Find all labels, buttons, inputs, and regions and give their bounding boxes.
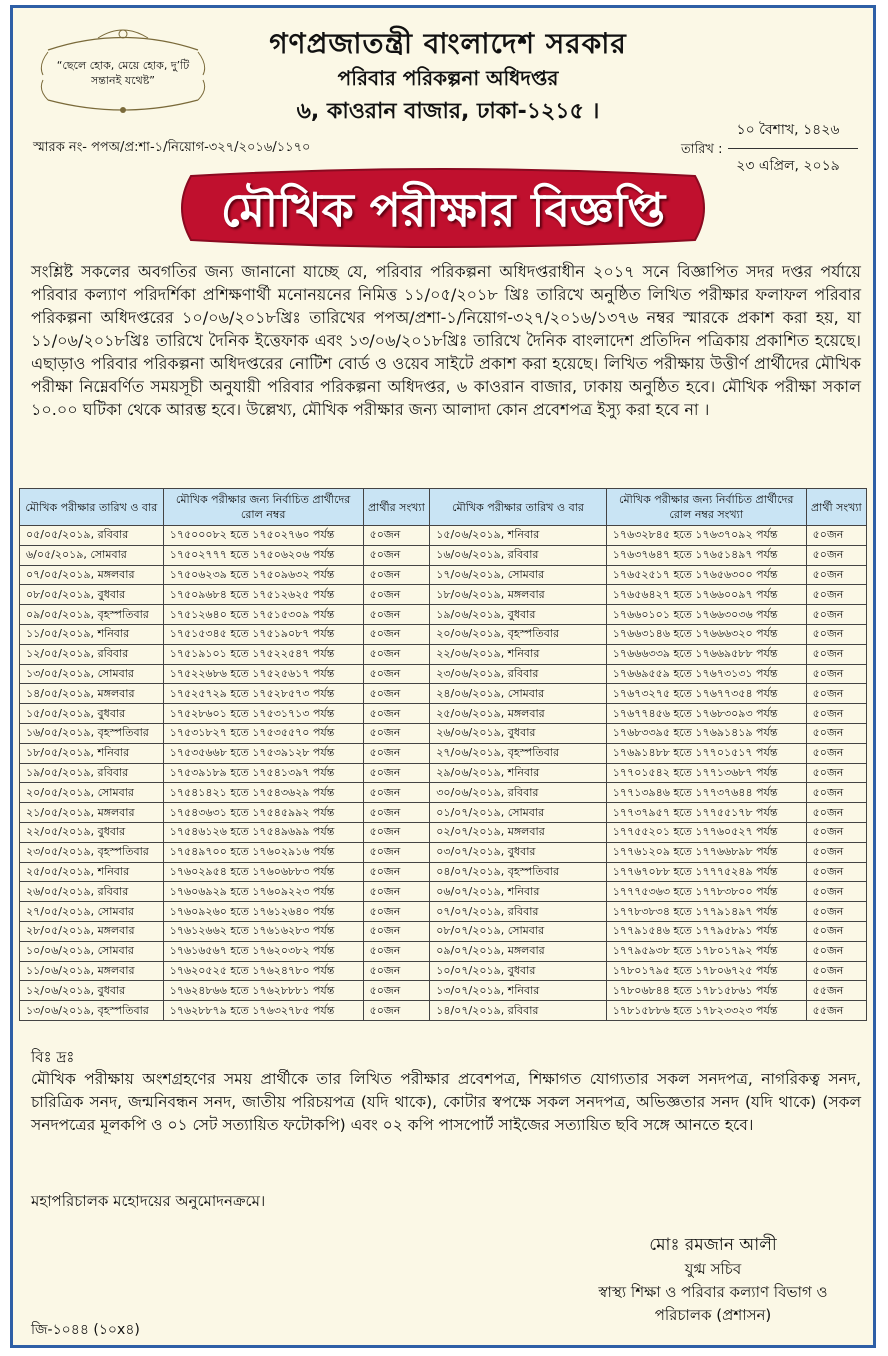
row-count-2: ৫০জন	[806, 961, 866, 981]
row-count-1: ৫০জন	[363, 961, 430, 981]
row-roll-2: ১৭৬৫২৫১৭ হতে ১৭৬৫৬৩০০ পর্যন্ত	[606, 565, 806, 585]
row-count-2: ৫০জন	[806, 526, 866, 546]
header-count-2: প্রার্থী সংখ্যা	[806, 489, 866, 526]
table-row	[20, 684, 867, 704]
row-roll-2: ১৭৭৯১৫৪৬ হতে ১৭৭৯৫৮৯১ পর্যন্ত	[606, 921, 806, 941]
schedule-table-body	[20, 526, 867, 1021]
table-row	[20, 862, 867, 882]
header-count-1: প্রার্থীর সংখ্যা	[363, 489, 430, 526]
date-bengali: ১০ বৈশাখ, ১৪২৬	[736, 122, 840, 138]
row-count-2: ৫০জন	[806, 664, 866, 684]
row-roll-2: ১৭৬৬৬৩৩৯ হতে ১৭৬৬৯৫৮৮ পর্যন্ত	[606, 644, 806, 664]
slogan-text: “ছেলে হোক, মেয়ে হোক, দু’টি সন্তানই যথেষ্ট”	[56, 59, 190, 87]
signatory-division: স্বাস্থ্য শিক্ষা ও পরিবার কল্যাণ বিভাগ ও	[598, 1283, 828, 1301]
row-roll-2: ১৭৭৬৭০৮৮ হতে ১৭৭৭৫২৪৯ পর্যন্ত	[606, 862, 806, 882]
row-count-1: ৫০জন	[363, 743, 430, 763]
row-roll-1: ১৭৫০০০৮২ হতে ১৭৫০২৭৬০ পর্যন্ত	[163, 526, 363, 546]
row-date-2: ২৪/০৬/২০১৯, সোমবার	[430, 684, 607, 704]
row-count-1: ৫০জন	[363, 664, 430, 684]
row-count-1: ৫০জন	[363, 704, 430, 724]
row-date-1: ৬/০৫/২০১৯, সোমবার	[20, 545, 164, 565]
intro-paragraph: সংশ্লিষ্ট সকলের অবগতির জন্য জানানো যাচ্ছে যে, পরিবার পরিকল্পনা অধিদপ্তরাধীন ২০১৭ সনে বিজ্ঞাপিত সদর দপ্তর পর্যায়ে পরিবার কল্যাণ পরিদর্শিকা প্রশিক্ষণার্থী মনোনয়নের নিমিত্ত ১১/০৫/২০১৮ খ্রিঃ তারিখে অনুষ্ঠিত লিখিত পরীক্ষার ফলাফল পরিবার পরিকল্পনা অধিদপ্তরের ১০/০৬/২০১৮খ্রিঃ তারিখের পপঅ/প্রশা-১/নিয়োগ-৩২৭/২০১৬/১৩৭৬ নম্বর স্মারকে প্রকাশ করা হয়, যা ১১/০৬/২০১৮খ্রিঃ তারিখে দৈনিক ইত্তেফাক এবং ১৩/০৬/২০১৮খ্রিঃ তারিখে দৈনিক বাংলাদেশ প্রতিদিন পত্রিকায় প্রকাশিত হয়েছে। এছাড়াও পরিবার পরিকল্পনা অধিদপ্তরের নোটিশ বোর্ড ও ওয়েব সাইটে প্রকাশ করা হয়েছে। লিখিত পরীক্ষায় উত্তীর্ণ প্রার্থীদের মৌখিক পরীক্ষা নিম্নেবর্ণিত সময়সূচী অনুযায়ী পরিবার পরিকল্পনা অধিদপ্তর, ৬ কাওরান বাজার, ঢাকায় অনুষ্ঠিত হবে। মৌখিক পরীক্ষা সকাল ১০.০০ ঘটিকা থেকে আরম্ভ হবে। উল্লেখ্য, মৌখিক পরীক্ষার জন্য আলাদা কোন প্রবেশপত্র ইস্যু করা হবে না ।	[31, 262, 861, 419]
row-count-1: ৫০জন	[363, 803, 430, 823]
row-date-1: ২২/০৫/২০১৯, বুধবার	[20, 822, 164, 842]
address: ৬, কাওরান বাজার, ঢাকা-১২১৫ ।	[296, 99, 600, 124]
row-date-2: ০৪/০৭/২০১৯, বৃহস্পতিবার	[430, 862, 607, 882]
row-date-1: ০৯/০৫/২০১৯, বৃহস্পতিবার	[20, 605, 164, 625]
row-date-2: ০৬/০৭/২০১৯, শনিবার	[430, 882, 607, 902]
schedule-table	[19, 488, 867, 1021]
row-roll-2: ১৭৭৩৭৯৫৭ হতে ১৭৭৫৫১৭৮ পর্যন্ত	[606, 803, 806, 823]
row-count-2: ৫০জন	[806, 882, 866, 902]
row-count-2: ৫০জন	[806, 921, 866, 941]
row-count-1: ৫০জন	[363, 644, 430, 664]
row-count-2: ৫৫জন	[806, 1001, 866, 1021]
signatory-role: পরিচালক (প্রশাসন)	[654, 1306, 772, 1324]
header-roll-2: মৌখিক পরীক্ষার জন্য নির্বাচিত প্রার্থীদের রোল নম্বর সংখ্যা	[606, 489, 806, 526]
row-roll-2: ১৭৮১৫৮৮৬ হতে ১৭৮২৩৩২৩ পর্যন্ত	[606, 1001, 806, 1021]
signature-block	[558, 1232, 868, 1327]
table-row	[20, 783, 867, 803]
table-row	[20, 664, 867, 684]
header	[13, 8, 873, 174]
row-roll-2: ১৭৬৬৩১৪৬ হতে ১৭৬৬৬৩২০ পর্যন্ত	[606, 624, 806, 644]
row-roll-2: ১৭৬৯১৪৮৮ হতে ১৭৭০১৫১৭ পর্যন্ত	[606, 743, 806, 763]
row-count-1: ৫০জন	[363, 684, 430, 704]
row-roll-1: ১৭৬০৬৯২৯ হতে ১৭৬০৯২২৩ পর্যন্ত	[163, 882, 363, 902]
row-date-1: ১৩/০৬/২০১৯, বৃহস্পতিবার	[20, 1001, 164, 1021]
row-count-2: ৫০জন	[806, 842, 866, 862]
row-count-1: ৫০জন	[363, 545, 430, 565]
row-date-2: ১৫/০৬/২০১৯, শনিবার	[430, 526, 607, 546]
row-date-1: ১৮/০৫/২০১৯, শনিবার	[20, 743, 164, 763]
signatory-name: মোঃ রমজান আলী	[649, 1235, 777, 1255]
row-date-1: ১৬/০৫/২০১৯, বৃহস্পতিবার	[20, 723, 164, 743]
table-row	[20, 822, 867, 842]
row-date-1: ১১/০৬/২০১৯, মঙ্গলবার	[20, 961, 164, 981]
row-roll-1: ১৭৬২০৫২৫ হতে ১৭৬২৪৭৮০ পর্যন্ত	[163, 961, 363, 981]
row-date-1: ১২/০৬/২০১৯, বুধবার	[20, 981, 164, 1001]
table-row	[20, 526, 867, 546]
row-roll-1: ১৭৫৪৬১২৬ হতে ১৭৫৪৯৬৯৯ পর্যন্ত	[163, 822, 363, 842]
row-roll-2: ১৭৮০৬৮৪৪ হতে ১৭৮১৫৮৬১ পর্যন্ত	[606, 981, 806, 1001]
row-count-1: ৫০জন	[363, 921, 430, 941]
row-count-2: ৫০জন	[806, 684, 866, 704]
row-date-2: ২৫/০৬/২০১৯, মঙ্গলবার	[430, 704, 607, 724]
table-row	[20, 644, 867, 664]
row-roll-1: ১৭৬১৬৫৬৭ হতে ১৭৬২০৩৮২ পর্যন্ত	[163, 941, 363, 961]
row-count-1: ৫০জন	[363, 723, 430, 743]
row-roll-1: ১৭৫২২৬৮৬ হতে ১৭৫২৫৬১৭ পর্যন্ত	[163, 664, 363, 684]
row-roll-2: ১৭৬৫৬৪২৭ হতে ১৭৬৬০০৯৭ পর্যন্ত	[606, 585, 806, 605]
row-roll-2: ১৭৬৬৯৫৫৯ হতে ১৭৬৭৩১৩১ পর্যন্ত	[606, 664, 806, 684]
row-roll-2: ১৭৬৭৩২৭৫ হতে ১৭৬৭৭৩৫৪ পর্যন্ত	[606, 684, 806, 704]
row-date-1: ১০/০৬/২০১৯, সোমবার	[20, 941, 164, 961]
row-roll-1: ১৭৬২৮৮৭৯ হতে ১৭৬৩২৭৮৫ পর্যন্ত	[163, 1001, 363, 1021]
header-date-2: মৌখিক পরীক্ষার তারিখ ও বার	[430, 489, 607, 526]
row-count-1: ৫০জন	[363, 585, 430, 605]
row-roll-1: ১৭৫৪১৪২১ হতে ১৭৫৪৩৬২৯ পর্যন্ত	[163, 783, 363, 803]
row-count-2: ৫০জন	[806, 862, 866, 882]
title-banner	[173, 168, 713, 248]
row-count-1: ৫০জন	[363, 981, 430, 1001]
department-title: পরিবার পরিকল্পনা অধিদপ্তর	[337, 66, 559, 90]
signatory-designation: যুগ্ম সচিব	[684, 1260, 742, 1278]
row-count-2: ৫০জন	[806, 723, 866, 743]
table-row	[20, 743, 867, 763]
row-date-2: ০৯/০৭/২০১৯, মঙ্গলবার	[430, 941, 607, 961]
row-date-2: ১৬/০৬/২০১৯, রবিবার	[430, 545, 607, 565]
row-date-2: ০১/০৭/২০১৯, সোমবার	[430, 803, 607, 823]
row-roll-1: ১৭৫১২৬৪০ হতে ১৭৫১৫৩০৯ পর্যন্ত	[163, 605, 363, 625]
row-roll-1: ১৭৫৩১৮২৭ হতে ১৭৫৩৫৫৭০ পর্যন্ত	[163, 723, 363, 743]
table-row	[20, 704, 867, 724]
row-date-1: ১৪/০৫/২০১৯, মঙ্গলবার	[20, 684, 164, 704]
table-row	[20, 941, 867, 961]
row-roll-2: ১৭৬৬০১০১ হতে ১৭৬৬৩০৩৬ পর্যন্ত	[606, 605, 806, 625]
row-roll-2: ১৭৮০১৭৯৫ হতে ১৭৮০৬৭২৫ পর্যন্ত	[606, 961, 806, 981]
memo-number: স্মারক নং- পপঅ/প্র:শা-১/নিয়োগ-৩২৭/২০১৬/১১৭০	[33, 140, 311, 155]
date-label: তারিখ :	[681, 142, 723, 157]
row-count-2: ৫০জন	[806, 822, 866, 842]
table-row	[20, 624, 867, 644]
government-title: গণপ্রজাতন্ত্রী বাংলাদেশ সরকার	[269, 27, 627, 60]
row-date-2: ০৩/০৭/২০১৯, বুধবার	[430, 842, 607, 862]
row-count-1: ৫০জন	[363, 941, 430, 961]
banner-title: মৌখিক পরীক্ষার বিজ্ঞপ্তি	[220, 183, 666, 237]
row-roll-2: ১৭৭৯৫৯৩৮ হতে ১৭৮০১৭৯২ পর্যন্ত	[606, 941, 806, 961]
row-count-2: ৫০জন	[806, 902, 866, 922]
row-roll-1: ১৭৫০৬২৩৯ হতে ১৭৫০৯৬৩২ পর্যন্ত	[163, 565, 363, 585]
row-count-1: ৫০জন	[363, 565, 430, 585]
row-roll-2: ১৭৭১৩৯৪৬ হতে ১৭৭৩৭৬৪৪ পর্যন্ত	[606, 783, 806, 803]
row-date-2: ০৭/০৭/২০১৯, রবিবার	[430, 902, 607, 922]
table-row	[20, 1001, 867, 1021]
row-roll-2: ১৭৭৫৫২০১ হতে ১৭৭৬০৫২৭ পর্যন্ত	[606, 822, 806, 842]
row-roll-1: ১৭৫২৮৬০১ হতে ১৭৫৩১৭১৩ পর্যন্ত	[163, 704, 363, 724]
row-date-1: ২৬/০৫/২০১৯, রবিবার	[20, 882, 164, 902]
row-roll-1: ১৭৫২৫৭২৯ হতে ১৭৫২৮৫৭৩ পর্যন্ত	[163, 684, 363, 704]
header-date-1: মৌখিক পরীক্ষার তারিখ ও বার	[20, 489, 164, 526]
table-row	[20, 981, 867, 1001]
row-roll-2: ১৭৭৮৩৮৩৪ হতে ১৭৭৯১৪৯৭ পর্যন্ত	[606, 902, 806, 922]
row-date-2: ১৯/০৬/২০১৯, বুধবার	[430, 605, 607, 625]
note-body: মৌখিক পরীক্ষায় অংশগ্রহণের সময় প্রার্থীকে তার লিখিত পরীক্ষার প্রবেশপত্র, শিক্ষাগত যোগ্যতার সকল সনদপত্র, নাগরিকত্ব সনদ, চারিত্রিক সনদ, জন্মনিবন্ধন সনদ, জাতীয় পরিচয়পত্র (যদি থাকে), কোটার স্বপক্ষে সকল সনদপত্র, অভিজ্ঞতার সনদ (যদি থাকে) (সকল সনদপত্রের মূলকপি ও ০১ সেট সত্যায়িত ফটোকপি) এবং ০২ কপি পাসপোর্ট সাইজের সত্যায়িত ছবি সঙ্গে আনতে হবে।	[31, 1070, 861, 1134]
row-date-1: ২০/০৫/২০১৯, সোমবার	[20, 783, 164, 803]
row-date-1: ০৮/০৫/২০১৯, বুধবার	[20, 585, 164, 605]
row-count-1: ৫০জন	[363, 1001, 430, 1021]
row-date-2: ২৭/০৬/২০১৯, বৃহস্পতিবার	[430, 743, 607, 763]
row-roll-1: ১৭৫০৯৬৮৪ হতে ১৭৫১২৬২৫ পর্যন্ত	[163, 585, 363, 605]
row-count-1: ৫০জন	[363, 605, 430, 625]
row-count-1: ৫০জন	[363, 763, 430, 783]
row-count-2: ৫০জন	[806, 704, 866, 724]
row-date-1: ২৩/০৫/২০১৯, বৃহস্পতিবার	[20, 842, 164, 862]
row-roll-1: ১৭৫১৯১০১ হতে ১৭৫২২৫৪৭ পর্যন্ত	[163, 644, 363, 664]
row-count-2: ৫০জন	[806, 803, 866, 823]
row-date-1: ০৭/০৫/২০১৯, মঙ্গলবার	[20, 565, 164, 585]
row-date-2: ৩০/০৬/২০১৯, রবিবার	[430, 783, 607, 803]
row-date-2: ০২/০৭/২০১৯, মঙ্গলবার	[430, 822, 607, 842]
footer-code: জি-১০৪৪ (১০x৪)	[31, 1322, 140, 1338]
table-row	[20, 882, 867, 902]
row-count-2: ৫০জন	[806, 644, 866, 664]
row-date-2: ১৪/০৭/২০১৯, রবিবার	[430, 1001, 607, 1021]
row-roll-1: ১৭৬০২৯৫৪ হতে ১৭৬০৬৮৮৩ পর্যন্ত	[163, 862, 363, 882]
row-roll-2: ১৭৭৬১২০৯ হতে ১৭৭৬৬৮৯৮ পর্যন্ত	[606, 842, 806, 862]
row-roll-1: ১৭৫৩৫৬৬৮ হতে ১৭৫৩৯১২৮ পর্যন্ত	[163, 743, 363, 763]
row-count-1: ৫০জন	[363, 902, 430, 922]
row-count-2: ৫০জন	[806, 545, 866, 565]
row-count-1: ৫০জন	[363, 822, 430, 842]
table-row	[20, 565, 867, 585]
row-date-1: ১৩/০৫/২০১৯, সোমবার	[20, 664, 164, 684]
row-count-1: ৫০জন	[363, 842, 430, 862]
row-date-1: ১৯/০৫/২০১৯, রবিবার	[20, 763, 164, 783]
row-roll-1: ১৭৫১৫৩৪৫ হতে ১৭৫১৯০৮৭ পর্যন্ত	[163, 624, 363, 644]
row-date-2: ২০/০৬/২০১৯, বৃহস্পতিবার	[430, 624, 607, 644]
date-divider	[728, 148, 858, 149]
header-roll-1: মৌখিক পরীক্ষার জন্য নির্বাচিত প্রার্থীদের রোল নম্বর	[163, 489, 363, 526]
row-count-1: ৫০জন	[363, 526, 430, 546]
approval-line: মহাপরিচালক মহোদয়ের অনুমোদনক্রমে।	[31, 1192, 266, 1210]
row-roll-1: ১৭৫০২৭৭৭ হতে ১৭৫০৬২০৬ পর্যন্ত	[163, 545, 363, 565]
row-date-1: ২১/০৫/২০১৯, মঙ্গলবার	[20, 803, 164, 823]
row-count-2: ৫০জন	[806, 565, 866, 585]
row-count-2: ৫০জন	[806, 624, 866, 644]
row-date-2: ২৯/০৬/২০১৯, শনিবার	[430, 763, 607, 783]
row-count-2: ৫৫জন	[806, 981, 866, 1001]
row-count-2: ৫০জন	[806, 783, 866, 803]
row-date-1: ১১/০৫/২০১৯, শনিবার	[20, 624, 164, 644]
row-date-2: ০৮/০৭/২০১৯, সোমবার	[430, 921, 607, 941]
row-date-1: ২৮/০৫/২০১৯, মঙ্গলবার	[20, 921, 164, 941]
row-count-2: ৫০জন	[806, 941, 866, 961]
table-row	[20, 585, 867, 605]
row-date-2: ১৩/০৭/২০১৯, শনিবার	[430, 981, 607, 1001]
table-row	[20, 902, 867, 922]
slogan-emblem	[38, 20, 208, 120]
row-date-1: ১৫/০৫/২০১৯, বুধবার	[20, 704, 164, 724]
row-date-2: ১৮/০৬/২০১৯, মঙ্গলবার	[430, 585, 607, 605]
row-date-1: ০৫/০৫/২০১৯, রবিবার	[20, 526, 164, 546]
row-date-2: ১০/০৭/২০১৯, বুধবার	[430, 961, 607, 981]
row-count-1: ৫০জন	[363, 862, 430, 882]
row-date-2: ২৩/০৬/২০১৯, রবিবার	[430, 664, 607, 684]
row-roll-1: ১৭৬১২৬৬২ হতে ১৭৬১৬২৮৩ পর্যন্ত	[163, 921, 363, 941]
table-header-row	[20, 489, 867, 526]
row-roll-2: ১৭৭০১৫৪২ হতে ১৭৭১৩৬৮৭ পর্যন্ত	[606, 763, 806, 783]
table-row	[20, 605, 867, 625]
row-date-2: ২৬/০৬/২০১৯, বুধবার	[430, 723, 607, 743]
row-count-1: ৫০জন	[363, 624, 430, 644]
row-roll-2: ১৭৬৭৭৪৫৬ হতে ১৭৬৮৩০৯৩ পর্যন্ত	[606, 704, 806, 724]
row-count-2: ৫০জন	[806, 605, 866, 625]
row-count-2: ৫০জন	[806, 585, 866, 605]
row-roll-1: ১৭৬২৪৮৬৬ হতে ১৭৬২৮৮৮১ পর্যন্ত	[163, 981, 363, 1001]
row-roll-2: ১৭৬৩২৮৪৫ হতে ১৭৬৩৭০৯২ পর্যন্ত	[606, 526, 806, 546]
row-roll-2: ১৭৬৮৩৩৯৫ হতে ১৭৬৯১৪১৯ পর্যন্ত	[606, 723, 806, 743]
row-roll-1: ১৭৫৪৩৬৩১ হতে ১৭৫৪৫৯৯২ পর্যন্ত	[163, 803, 363, 823]
row-count-1: ৫০জন	[363, 783, 430, 803]
note-title: বিঃ দ্রঃ	[31, 1048, 75, 1066]
table-row	[20, 961, 867, 981]
row-date-2: ১৭/০৬/২০১৯, সোমবার	[430, 565, 607, 585]
notice-page	[10, 5, 876, 1348]
row-date-2: ২২/০৬/২০১৯, শনিবার	[430, 644, 607, 664]
table-row	[20, 763, 867, 783]
row-date-1: ২৭/০৫/২০১৯, সোমবার	[20, 902, 164, 922]
date-english: ২৩ এপ্রিল, ২০১৯	[736, 158, 840, 174]
row-roll-2: ১৭৭৭৫৩৬৩ হতে ১৭৭৮৩৮০০ পর্যন্ত	[606, 882, 806, 902]
row-date-1: ২৫/০৫/২০১৯, শনিবার	[20, 862, 164, 882]
row-roll-2: ১৭৬৩৭৬৪৭ হতে ১৭৬৫১৪৯৭ পর্যন্ত	[606, 545, 806, 565]
row-count-2: ৫০জন	[806, 743, 866, 763]
row-date-1: ১২/০৫/২০১৯, রবিবার	[20, 644, 164, 664]
row-count-1: ৫০জন	[363, 882, 430, 902]
table-row	[20, 921, 867, 941]
table-row	[20, 842, 867, 862]
row-count-2: ৫০জন	[806, 763, 866, 783]
table-row	[20, 545, 867, 565]
row-roll-1: ১৭৫৩৯১৮৯ হতে ১৭৫৪১৩৯৭ পর্যন্ত	[163, 763, 363, 783]
table-row	[20, 723, 867, 743]
row-roll-1: ১৭৬০৯২৬০ হতে ১৭৬১২৬৪০ পর্যন্ত	[163, 902, 363, 922]
table-row	[20, 803, 867, 823]
row-roll-1: ১৭৫৪৯৭০০ হতে ১৭৬০২৯১৬ পর্যন্ত	[163, 842, 363, 862]
